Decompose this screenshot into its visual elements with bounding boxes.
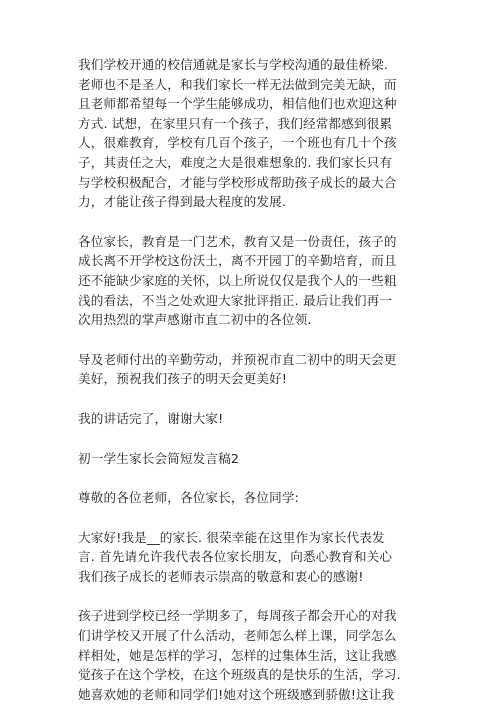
text-line: 孩子进到学校已经一学期多了，每周孩子都会开心的对我 bbox=[78, 608, 397, 624]
section-title bbox=[78, 449, 422, 469]
paragraph-greeting bbox=[78, 528, 422, 587]
text-line: 初一学生家长会简短发言稿2 bbox=[78, 450, 240, 466]
document-body bbox=[78, 55, 422, 724]
text-line: 子，其责任之大，难度之大是很难想象的. 我们家长只有 bbox=[78, 154, 393, 170]
text-line: 各位家长，教育是一门艺术，教育又是一份责任，孩子的 bbox=[78, 233, 397, 249]
text-line: 导及老师付出的辛勤劳动，并预祝市直二初中的明天会更 bbox=[78, 351, 397, 367]
text-line: 且老师都希望每一个学生能够成功，相信他们也欢迎这种 bbox=[78, 96, 397, 112]
text-line: 大家好!我是__的家长. 很荣幸能在这里作为家长代表发 bbox=[78, 529, 385, 545]
text-line: 她喜欢她的老师和同学们!她对这个班级感到骄傲!这让我 bbox=[78, 686, 395, 702]
text-line: 们讲学校又开展了什么活动，老师怎么样上课，同学怎么 bbox=[78, 628, 397, 644]
text-line: 还不能缺少家庭的关怀，以上所说仅仅是我个人的一些粗 bbox=[78, 272, 397, 288]
text-line: 我的讲话完了，谢谢大家! bbox=[78, 410, 224, 426]
text-line: 言. 首先请允许我代表各位家长朋友，向悉心教育和关心 bbox=[78, 549, 393, 565]
text-line: 老师也不是圣人，和我们家长一样无法做到完美无缺，而 bbox=[78, 76, 397, 92]
text-line: 成长离不开学校这份沃土，离不开园丁的辛勤培育，而且 bbox=[78, 253, 397, 269]
text-line: 样相处，她是怎样的学习，怎样的过集体生活，这让我感 bbox=[78, 647, 397, 663]
text-line: 我们学校开通的校信通就是家长与学校沟通的最佳桥梁. bbox=[78, 57, 389, 72]
text-line: 尊敬的各位老师，各位家长，各位同学: bbox=[78, 490, 300, 506]
paragraph-salutation bbox=[78, 488, 422, 508]
paragraph-child-progress bbox=[78, 606, 422, 704]
text-line: 人，很难教育，学校有几百个孩子，一个班也有几十个孩 bbox=[78, 135, 397, 151]
text-line: 次用热烈的掌声感谢市直二初中的各位领. bbox=[78, 312, 312, 328]
text-line: 方式. 试想，在家里只有一个孩子，我们经常都感到很累 bbox=[78, 115, 393, 131]
paragraph-thanks-teachers bbox=[78, 350, 422, 389]
paragraph-school-communication bbox=[78, 55, 422, 212]
paragraph-education-art bbox=[78, 232, 422, 330]
text-line: 觉孩子在这个学校，在这个班级真的是快乐的生活，学习. bbox=[78, 667, 401, 683]
text-line: 与学校积极配合，才能与学校形成帮助孩子成长的最大合 bbox=[78, 174, 397, 190]
text-line: 美好，预祝我们孩子的明天会更美好! bbox=[78, 371, 288, 387]
text-line: 力，才能让孩子得到最大程度的发展. bbox=[78, 194, 287, 210]
paragraph-closing-remark bbox=[78, 409, 422, 429]
text-line: 我们孩子成长的老师表示崇高的敬意和衷心的感谢! bbox=[78, 568, 364, 584]
text-line: 浅的看法，不当之处欢迎大家批评指正. 最后让我们再一 bbox=[78, 292, 393, 308]
